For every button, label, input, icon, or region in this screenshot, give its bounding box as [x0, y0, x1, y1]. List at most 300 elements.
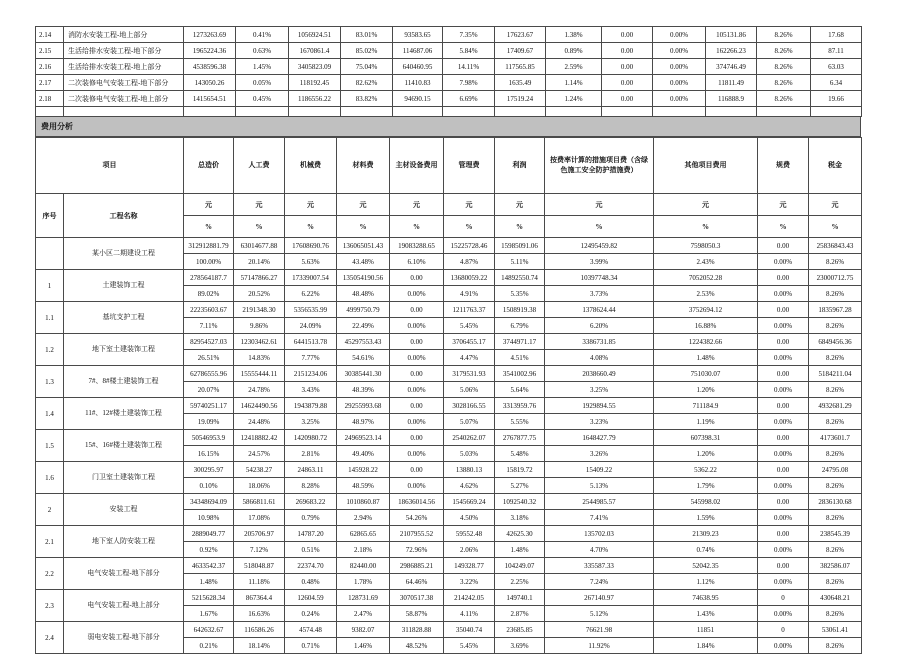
- unit-percent-cell: %: [390, 216, 444, 238]
- amount-cell: 1929894.55: [545, 398, 654, 414]
- value-cell: 83.82%: [341, 91, 393, 107]
- percent-cell: 22.49%: [337, 318, 390, 334]
- project-value-row: [36, 398, 862, 414]
- value-cell: [184, 107, 236, 117]
- summary-row: [36, 43, 862, 59]
- amount-cell: 3070517.38: [390, 590, 444, 606]
- amount-cell: 11851: [654, 622, 758, 638]
- percent-cell: 1.20%: [654, 382, 758, 398]
- percent-cell: 8.26%: [809, 606, 862, 622]
- amount-cell: 1010860.87: [337, 494, 390, 510]
- percent-cell: 0.74%: [654, 542, 758, 558]
- percent-cell: 54.26%: [390, 510, 444, 526]
- amount-cell: 0.00: [758, 302, 809, 318]
- amount-cell: 4173601.7: [809, 430, 862, 446]
- percent-cell: 0.92%: [184, 542, 234, 558]
- amount-cell: 15985091.06: [495, 238, 545, 254]
- amount-cell: 104249.07: [495, 558, 545, 574]
- amount-cell: 22374.70: [285, 558, 337, 574]
- percent-cell: 8.26%: [809, 478, 862, 494]
- value-cell: 1.38%: [546, 27, 602, 43]
- amount-cell: 63014677.88: [234, 238, 285, 254]
- percent-cell: 3.18%: [495, 510, 545, 526]
- percent-cell: 5.45%: [444, 318, 495, 334]
- amount-cell: 1211763.37: [444, 302, 495, 318]
- amount-cell: 13680059.22: [444, 270, 495, 286]
- amount-cell: 34348694.09: [184, 494, 234, 510]
- percent-cell: 49.40%: [337, 446, 390, 462]
- percent-cell: 20.14%: [234, 254, 285, 270]
- amount-cell: 50546953.9: [184, 430, 234, 446]
- amount-cell: 1508919.38: [495, 302, 545, 318]
- percent-cell: 0.21%: [184, 638, 234, 654]
- project-name-cell: 弱电安装工程-地下部分: [64, 622, 184, 654]
- header-no: 序号: [36, 194, 64, 238]
- amount-cell: 15409.22: [545, 462, 654, 478]
- value-cell: 11410.83: [393, 75, 443, 91]
- row-number-cell: 2.15: [36, 43, 64, 59]
- amount-cell: 17608690.76: [285, 238, 337, 254]
- value-cell: 8.26%: [757, 27, 811, 43]
- percent-cell: 2.18%: [337, 542, 390, 558]
- unit-yuan-cell: 元: [444, 194, 495, 216]
- percent-cell: 7.11%: [184, 318, 234, 334]
- value-cell: [546, 107, 602, 117]
- amount-cell: 23000712.75: [809, 270, 862, 286]
- percent-cell: 20.52%: [234, 286, 285, 302]
- amount-cell: 7598050.3: [654, 238, 758, 254]
- value-cell: [811, 107, 862, 117]
- amount-cell: 17339007.54: [285, 270, 337, 286]
- section-title-band: [35, 117, 861, 137]
- percent-cell: 5.63%: [285, 254, 337, 270]
- value-cell: [341, 107, 393, 117]
- percent-cell: 0.00%: [758, 478, 809, 494]
- value-cell: 1273263.69: [184, 27, 236, 43]
- amount-cell: 3752694.12: [654, 302, 758, 318]
- project-name-cell: 电气安装工程-地上部分: [64, 590, 184, 622]
- percent-cell: 5.12%: [545, 606, 654, 622]
- project-name-cell: 消防水安装工程-地上部分: [64, 27, 184, 43]
- amount-cell: 14787.20: [285, 526, 337, 542]
- amount-cell: 0.00: [758, 558, 809, 574]
- percent-cell: 6.79%: [495, 318, 545, 334]
- amount-cell: 269683.22: [285, 494, 337, 510]
- amount-cell: 9382.07: [337, 622, 390, 638]
- amount-cell: 3386731.85: [545, 334, 654, 350]
- header-name: 工程名称: [64, 194, 184, 238]
- amount-cell: 149328.77: [444, 558, 495, 574]
- percent-cell: 5.45%: [444, 638, 495, 654]
- percent-cell: 4.08%: [545, 350, 654, 366]
- amount-cell: 3313959.76: [495, 398, 545, 414]
- amount-cell: 3028166.55: [444, 398, 495, 414]
- value-cell: 0.00: [602, 91, 653, 107]
- percent-cell: 24.48%: [234, 414, 285, 430]
- percent-cell: 6.10%: [390, 254, 444, 270]
- percent-cell: 0.00%: [758, 606, 809, 622]
- amount-cell: 382586.07: [809, 558, 862, 574]
- value-cell: 3405823.09: [289, 59, 341, 75]
- percent-cell: 58.87%: [390, 606, 444, 622]
- amount-cell: 6441513.78: [285, 334, 337, 350]
- header-fee-column: 机械费: [285, 138, 337, 194]
- unit-yuan-cell: 元: [234, 194, 285, 216]
- amount-cell: 1835967.28: [809, 302, 862, 318]
- amount-cell: 25836843.43: [809, 238, 862, 254]
- percent-cell: 0.00%: [758, 286, 809, 302]
- value-cell: 1056924.51: [289, 27, 341, 43]
- amount-cell: 29255993.68: [337, 398, 390, 414]
- percent-cell: 8.26%: [809, 574, 862, 590]
- percent-cell: 0.00%: [758, 638, 809, 654]
- percent-cell: 4.91%: [444, 286, 495, 302]
- project-value-row: [36, 238, 862, 254]
- percent-cell: 0.00%: [390, 286, 444, 302]
- row-number-cell: 1: [36, 270, 64, 302]
- amount-cell: 1545669.24: [444, 494, 495, 510]
- value-cell: 8.26%: [757, 43, 811, 59]
- project-value-row: [36, 526, 862, 542]
- project-name-cell: 某小区二期建设工程: [64, 238, 184, 270]
- amount-cell: 0.00: [758, 238, 809, 254]
- project-name-cell: 基坑支护工程: [64, 302, 184, 334]
- value-cell: 105131.86: [706, 27, 757, 43]
- value-cell: 162266.23: [706, 43, 757, 59]
- value-cell: 6.69%: [443, 91, 495, 107]
- amount-cell: 0.00: [390, 462, 444, 478]
- value-cell: 8.26%: [757, 59, 811, 75]
- value-cell: 14.11%: [443, 59, 495, 75]
- percent-cell: 0.00%: [758, 318, 809, 334]
- project-name-cell: 二次装修电气安装工程-地下部分: [64, 75, 184, 91]
- row-number-cell: 2.14: [36, 27, 64, 43]
- value-cell: 75.04%: [341, 59, 393, 75]
- amount-cell: 15555444.11: [234, 366, 285, 382]
- amount-cell: 135054190.56: [337, 270, 390, 286]
- unit-percent-cell: %: [444, 216, 495, 238]
- amount-cell: 3744971.17: [495, 334, 545, 350]
- percent-cell: 5.07%: [444, 414, 495, 430]
- amount-cell: 0: [758, 622, 809, 638]
- percent-cell: 8.26%: [809, 446, 862, 462]
- unit-percent-cell: %: [285, 216, 337, 238]
- row-number-cell: 1.4: [36, 398, 64, 430]
- amount-cell: 0.00: [758, 366, 809, 382]
- amount-cell: 0.00: [758, 270, 809, 286]
- amount-cell: 10397748.34: [545, 270, 654, 286]
- project-value-row: [36, 270, 862, 286]
- row-number-cell: 1.1: [36, 302, 64, 334]
- amount-cell: 300295.97: [184, 462, 234, 478]
- amount-cell: 12303462.61: [234, 334, 285, 350]
- value-cell: 11811.49: [706, 75, 757, 91]
- amount-cell: 0.00: [390, 398, 444, 414]
- percent-cell: 72.96%: [390, 542, 444, 558]
- row-number-cell: 2.18: [36, 91, 64, 107]
- header-fee-column: 按费率计算的措施项目费（含绿色施工安全防护措施费）: [545, 138, 654, 194]
- value-cell: 117565.85: [495, 59, 546, 75]
- percent-cell: 1.12%: [654, 574, 758, 590]
- amount-cell: 867364.4: [234, 590, 285, 606]
- summary-row: [36, 59, 862, 75]
- project-value-row: [36, 302, 862, 318]
- row-number-cell: 1.5: [36, 430, 64, 462]
- percent-cell: 16.88%: [654, 318, 758, 334]
- amount-cell: 15819.72: [495, 462, 545, 478]
- amount-cell: 5356535.99: [285, 302, 337, 318]
- amount-cell: 23685.85: [495, 622, 545, 638]
- amount-cell: 0.00: [390, 302, 444, 318]
- amount-cell: 136065051.43: [337, 238, 390, 254]
- project-name-cell: 二次装修电气安装工程-地上部分: [64, 91, 184, 107]
- percent-cell: 5.27%: [495, 478, 545, 494]
- value-cell: 85.02%: [341, 43, 393, 59]
- section-title: 费用分析: [41, 122, 73, 131]
- amount-cell: 18636014.56: [390, 494, 444, 510]
- percent-cell: 1.67%: [184, 606, 234, 622]
- amount-cell: 14892550.74: [495, 270, 545, 286]
- amount-cell: 1092540.32: [495, 494, 545, 510]
- amount-cell: 24969523.14: [337, 430, 390, 446]
- value-cell: 0.63%: [236, 43, 289, 59]
- percent-cell: 0.10%: [184, 478, 234, 494]
- value-cell: 640460.95: [393, 59, 443, 75]
- percent-cell: 11.92%: [545, 638, 654, 654]
- percent-cell: 48.52%: [390, 638, 444, 654]
- percent-cell: 0.51%: [285, 542, 337, 558]
- percent-cell: 20.07%: [184, 382, 234, 398]
- row-number-cell: [36, 107, 64, 117]
- value-cell: 7.35%: [443, 27, 495, 43]
- unit-percent-cell: %: [234, 216, 285, 238]
- amount-cell: 2540262.07: [444, 430, 495, 446]
- unit-percent-cell: %: [545, 216, 654, 238]
- unit-percent-cell: %: [495, 216, 545, 238]
- amount-cell: 607398.31: [654, 430, 758, 446]
- amount-cell: 12418882.42: [234, 430, 285, 446]
- project-value-row: [36, 558, 862, 574]
- value-cell: 6.34: [811, 75, 862, 91]
- percent-cell: 3.69%: [495, 638, 545, 654]
- unit-percent-cell: %: [337, 216, 390, 238]
- row-number-cell: [36, 238, 64, 270]
- value-cell: 116888.9: [706, 91, 757, 107]
- percent-cell: 5.55%: [495, 414, 545, 430]
- amount-cell: 1378624.44: [545, 302, 654, 318]
- percent-cell: 7.12%: [234, 542, 285, 558]
- amount-cell: 3179531.93: [444, 366, 495, 382]
- percent-cell: 0.00%: [390, 446, 444, 462]
- percent-cell: 6.20%: [545, 318, 654, 334]
- value-cell: 1635.49: [495, 75, 546, 91]
- amount-cell: 5215628.34: [184, 590, 234, 606]
- amount-cell: 62786555.96: [184, 366, 234, 382]
- header-fee-column: 人工费: [234, 138, 285, 194]
- header-fee-column: 利润: [495, 138, 545, 194]
- amount-cell: 116586.26: [234, 622, 285, 638]
- value-cell: [393, 107, 443, 117]
- value-cell: 7.98%: [443, 75, 495, 91]
- percent-cell: 1.84%: [654, 638, 758, 654]
- percent-cell: 0.48%: [285, 574, 337, 590]
- value-cell: 94690.15: [393, 91, 443, 107]
- percent-cell: 1.19%: [654, 414, 758, 430]
- percent-cell: 1.78%: [337, 574, 390, 590]
- percent-cell: 8.26%: [809, 414, 862, 430]
- value-cell: [443, 107, 495, 117]
- amount-cell: 12495459.82: [545, 238, 654, 254]
- value-cell: 1.24%: [546, 91, 602, 107]
- percent-cell: 5.13%: [545, 478, 654, 494]
- amount-cell: 0.00: [390, 366, 444, 382]
- header-project: 项目: [36, 138, 184, 194]
- percent-cell: 0.00%: [758, 510, 809, 526]
- percent-cell: 1.46%: [337, 638, 390, 654]
- unit-yuan-cell: 元: [495, 194, 545, 216]
- amount-cell: 52042.35: [654, 558, 758, 574]
- header-fee-column: 其他项目费用: [654, 138, 758, 194]
- amount-cell: 54238.27: [234, 462, 285, 478]
- amount-cell: 82954527.03: [184, 334, 234, 350]
- row-number-cell: 2.16: [36, 59, 64, 75]
- value-cell: [495, 107, 546, 117]
- percent-cell: 2.06%: [444, 542, 495, 558]
- row-number-cell: 1.6: [36, 462, 64, 494]
- percent-cell: 16.63%: [234, 606, 285, 622]
- amount-cell: 5362.22: [654, 462, 758, 478]
- project-name-cell: [64, 107, 184, 117]
- percent-cell: 2.47%: [337, 606, 390, 622]
- percent-cell: 26.51%: [184, 350, 234, 366]
- value-cell: [706, 107, 757, 117]
- percent-cell: 2.25%: [495, 574, 545, 590]
- amount-cell: 57147866.27: [234, 270, 285, 286]
- percent-cell: 5.35%: [495, 286, 545, 302]
- percent-cell: 8.28%: [285, 478, 337, 494]
- unit-percent-cell: %: [654, 216, 758, 238]
- value-cell: [236, 107, 289, 117]
- cost-report-sheet: [35, 26, 861, 654]
- amount-cell: 128731.69: [337, 590, 390, 606]
- project-name-cell: 7#、8#楼土建装饰工程: [64, 366, 184, 398]
- amount-cell: 2038660.49: [545, 366, 654, 382]
- percent-cell: 48.48%: [337, 286, 390, 302]
- amount-cell: 22235603.67: [184, 302, 234, 318]
- unit-yuan-cell: 元: [758, 194, 809, 216]
- amount-cell: 2544985.57: [545, 494, 654, 510]
- amount-cell: 0.00: [390, 430, 444, 446]
- unit-yuan-cell: 元: [654, 194, 758, 216]
- percent-cell: 5.11%: [495, 254, 545, 270]
- percent-cell: 1.20%: [654, 446, 758, 462]
- summary-row: [36, 75, 862, 91]
- percent-cell: 18.14%: [234, 638, 285, 654]
- percent-cell: 2.53%: [654, 286, 758, 302]
- amount-cell: 311828.88: [390, 622, 444, 638]
- unit-yuan-cell: 元: [809, 194, 862, 216]
- value-cell: 0.00: [602, 59, 653, 75]
- amount-cell: 5866811.61: [234, 494, 285, 510]
- amount-cell: 214242.05: [444, 590, 495, 606]
- amount-cell: 82440.00: [337, 558, 390, 574]
- amount-cell: 45297553.43: [337, 334, 390, 350]
- amount-cell: 312912881.79: [184, 238, 234, 254]
- header-fee-column: 规费: [758, 138, 809, 194]
- amount-cell: 0.00: [758, 494, 809, 510]
- amount-cell: 6849456.36: [809, 334, 862, 350]
- project-name-cell: 生活给排水安装工程-地上部分: [64, 59, 184, 75]
- value-cell: 2.59%: [546, 59, 602, 75]
- amount-cell: 3541002.96: [495, 366, 545, 382]
- amount-cell: 35040.74: [444, 622, 495, 638]
- project-value-row: [36, 462, 862, 478]
- percent-cell: 8.26%: [809, 510, 862, 526]
- value-cell: 0.00%: [653, 59, 706, 75]
- project-value-row: [36, 494, 862, 510]
- unit-yuan-cell: 元: [285, 194, 337, 216]
- project-value-row: [36, 590, 862, 606]
- percent-cell: 1.79%: [654, 478, 758, 494]
- percent-cell: 1.48%: [184, 574, 234, 590]
- amount-cell: 5184211.04: [809, 366, 862, 382]
- amount-cell: 335587.33: [545, 558, 654, 574]
- percent-cell: 0.00%: [390, 478, 444, 494]
- unit-yuan-cell: 元: [337, 194, 390, 216]
- amount-cell: 2836130.68: [809, 494, 862, 510]
- amount-cell: 0.00: [758, 526, 809, 542]
- percent-cell: 5.64%: [495, 382, 545, 398]
- percent-cell: 1.48%: [654, 350, 758, 366]
- value-cell: 0.00%: [653, 75, 706, 91]
- amount-cell: 30385441.30: [337, 366, 390, 382]
- value-cell: 1965224.36: [184, 43, 236, 59]
- amount-cell: 642632.67: [184, 622, 234, 638]
- value-cell: 1186556.22: [289, 91, 341, 107]
- percent-cell: 3.99%: [545, 254, 654, 270]
- amount-cell: 2151234.06: [285, 366, 337, 382]
- amount-cell: 14624490.56: [234, 398, 285, 414]
- row-number-cell: 2.2: [36, 558, 64, 590]
- percent-cell: 7.41%: [545, 510, 654, 526]
- value-cell: 1415654.51: [184, 91, 236, 107]
- amount-cell: 2986885.21: [390, 558, 444, 574]
- amount-cell: 7052052.28: [654, 270, 758, 286]
- value-cell: 87.11: [811, 43, 862, 59]
- value-cell: [653, 107, 706, 117]
- unit-yuan-cell: 元: [184, 194, 234, 216]
- value-cell: [289, 107, 341, 117]
- amount-cell: 4999750.79: [337, 302, 390, 318]
- amount-cell: 518048.87: [234, 558, 285, 574]
- amount-cell: 74638.95: [654, 590, 758, 606]
- cost-analysis-table: [35, 137, 862, 654]
- value-cell: [602, 107, 653, 117]
- amount-cell: 0.00: [390, 270, 444, 286]
- percent-cell: 0.00%: [758, 542, 809, 558]
- summary-continuation-table: [35, 26, 862, 117]
- header-row-unit-yuan: [36, 194, 862, 216]
- project-name-cell: 电气安装工程-地下部分: [64, 558, 184, 590]
- percent-cell: 14.83%: [234, 350, 285, 366]
- amount-cell: 24795.08: [809, 462, 862, 478]
- project-name-cell: 安装工程: [64, 494, 184, 526]
- percent-cell: 4.47%: [444, 350, 495, 366]
- value-cell: 0.00: [602, 27, 653, 43]
- summary-table-body: [36, 27, 862, 117]
- percent-cell: 7.24%: [545, 574, 654, 590]
- percent-cell: 43.48%: [337, 254, 390, 270]
